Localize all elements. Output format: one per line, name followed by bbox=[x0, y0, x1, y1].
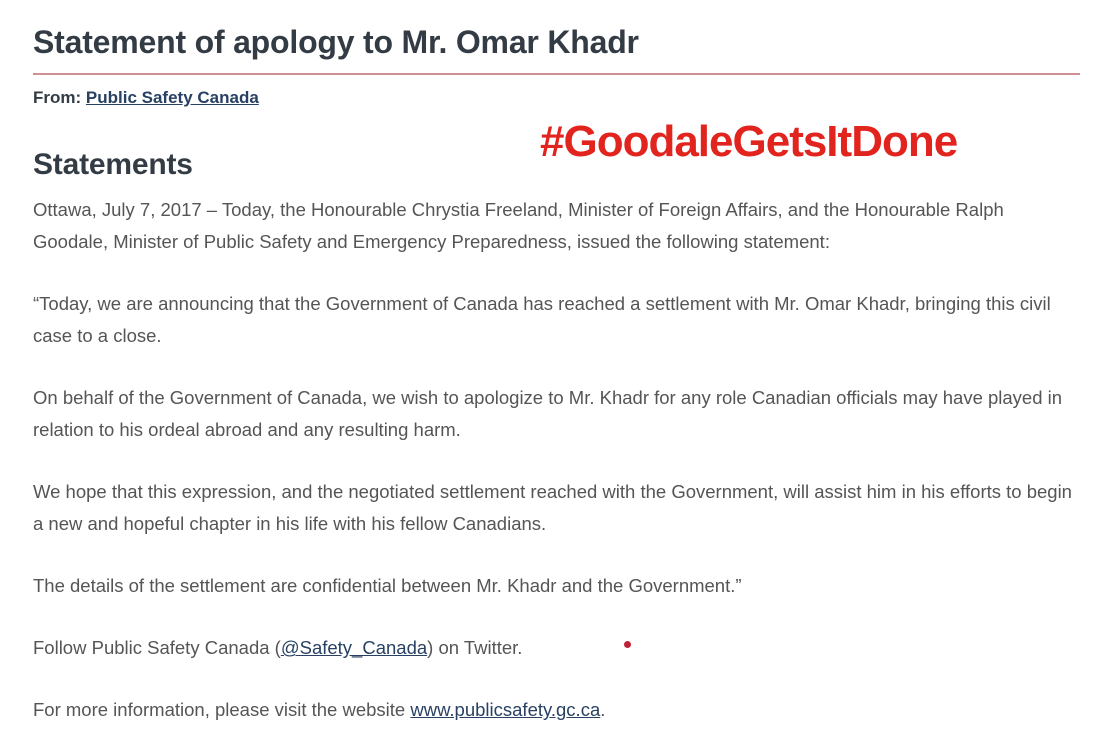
paragraph-confidential: The details of the settlement are confidential between Mr. Khadr and the Government.” bbox=[33, 575, 742, 597]
red-dot-mark bbox=[624, 641, 631, 648]
from-label: From: bbox=[33, 87, 82, 107]
from-line bbox=[33, 88, 1080, 108]
paragraph-settlement-announcement: “Today, we are announcing that the Government of Canada has reached a settlement with Mr. Omar Khadr, bringing this civil case to a close. bbox=[33, 293, 1051, 347]
paragraph-dateline: Ottawa, July 7, 2017 – Today, the Honourable Chrystia Freeland, Minister of Foreign Affairs, and the Honourable Ralph Goodale, Minister of Public Safety and Emergency Preparedness, issued the following statement: bbox=[33, 199, 1004, 253]
hashtag-overlay-text: #GoodaleGetsItDone bbox=[540, 117, 958, 166]
paragraph-apology: On behalf of the Government of Canada, we wish to apologize to Mr. Khadr for any role Canadian officials may have played in relation to his ordeal abroad and any resulting harm. bbox=[33, 387, 1063, 441]
safety-canada-twitter-link[interactable]: @Safety_Canada bbox=[280, 637, 428, 659]
public-safety-canada-link[interactable]: Public Safety Canada bbox=[85, 87, 259, 107]
publicsafety-website-link[interactable]: www.publicsafety.gc.ca bbox=[410, 699, 601, 721]
paragraph-website bbox=[33, 694, 1080, 726]
website-line-prefix: For more information, please visit the website bbox=[33, 699, 411, 721]
statement-body bbox=[33, 194, 1080, 726]
statements-heading: Statements bbox=[33, 147, 193, 181]
paragraph-twitter bbox=[33, 632, 1080, 664]
paragraph-hope: We hope that this expression, and the negotiated settlement reached with the Government, will assist him in his efforts to begin a new and hopeful chapter in his life with his fellow Canadians. bbox=[33, 481, 1072, 535]
twitter-line-prefix: Follow Public Safety Canada ( bbox=[33, 637, 281, 659]
page-title: Statement of apology to Mr. Omar Khadr bbox=[33, 24, 1080, 75]
website-line-suffix: . bbox=[600, 699, 606, 721]
twitter-line-suffix: ) on Twitter. bbox=[427, 637, 523, 659]
